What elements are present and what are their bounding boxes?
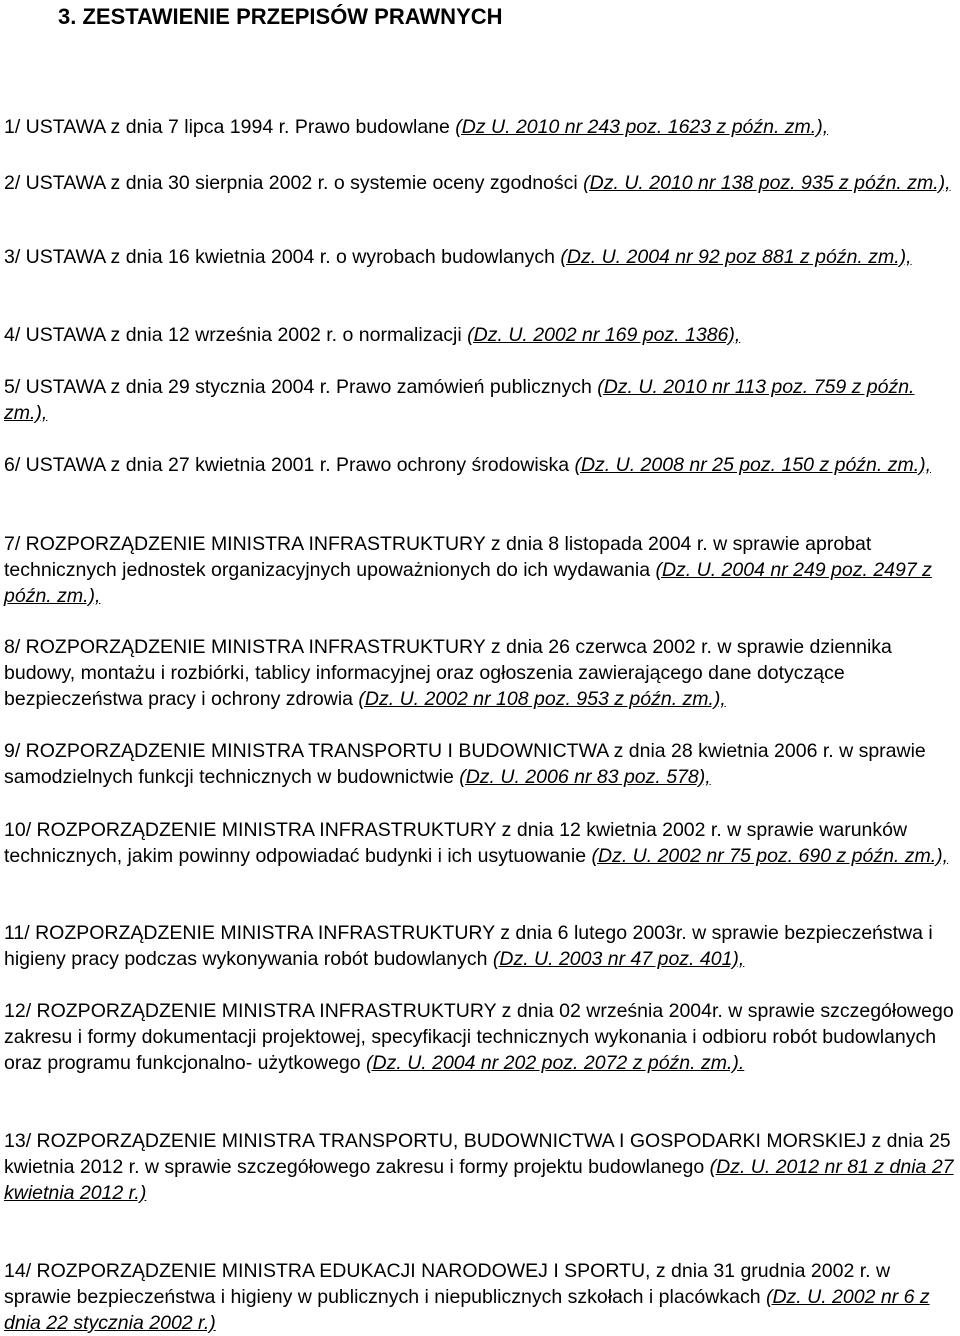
journal-reference: (Dz. U. 2003 nr 47 poz. 401), (492, 948, 745, 970)
journal-reference: (Dz. U. 2004 nr 249 poz. 2497 z późn. zm.), (4, 559, 932, 607)
legal-act-9 (4, 738, 954, 790)
legal-act-text: 6/ USTAWA z dnia 27 kwietnia 2001 r. Prawo ochrony środowiska (4, 454, 575, 476)
legal-act-10 (4, 817, 954, 869)
journal-reference: (Dz. U. 2006 nr 83 poz. 578), (459, 766, 711, 788)
journal-reference: (Dz. U. 2004 nr 202 poz. 2072 z późn. zm.). (366, 1052, 745, 1074)
legal-act-text: 9/ ROZPORZĄDZENIE MINISTRA TRANSPORTU I BUDOWNICTWA z dnia 28 kwietnia 2006 r. w sprawie samodzielnych funkcji technicznych w budownictwie (4, 740, 926, 788)
journal-reference: (Dz. U. 2004 nr 92 poz 881 z późn. zm.), (560, 246, 912, 268)
legal-act-6 (4, 452, 954, 478)
section-heading: 3. ZESTAWIENIE PRZEPISÓW PRAWNYCH (58, 4, 503, 29)
legal-act-text: 3/ USTAWA z dnia 16 kwietnia 2004 r. o wyrobach budowlanych (4, 246, 561, 268)
legal-act-text: 13/ ROZPORZĄDZENIE MINISTRA TRANSPORTU, BUDOWNICTWA I GOSPODARKI MORSKIEJ z dnia 25 kwietnia 2012 r. w sprawie szczegółowego zakresu i formy projektu budowlanego (4, 1130, 951, 1178)
legal-act-8 (4, 634, 954, 712)
legal-act-text: 4/ USTAWA z dnia 12 września 2002 r. o normalizacji (4, 324, 468, 346)
legal-act-text: 12/ ROZPORZĄDZENIE MINISTRA INFRASTRUKTURY z dnia 02 września 2004r. w sprawie szczegółowego zakresu i formy dokumentacji projektowej, specyfikacji technicznych wykonania i odbioru robót budowlanych oraz programu funkcjonalno- użytkowego (4, 1000, 954, 1074)
journal-reference: (Dz. U. 2010 nr 138 poz. 935 z późn. zm.), (583, 172, 951, 194)
legal-act-11 (4, 920, 954, 972)
legal-act-7 (4, 531, 954, 609)
legal-act-1 (4, 114, 954, 140)
legal-act-text: 7/ ROZPORZĄDZENIE MINISTRA INFRASTRUKTURY z dnia 8 listopada 2004 r. w sprawie aprobat technicznych jednostek organizacyjnych upoważnionych do ich wydawania (4, 533, 872, 581)
journal-reference: (Dz U. 2010 nr 243 poz. 1623 z późn. zm.), (455, 116, 829, 138)
legal-act-text: 10/ ROZPORZĄDZENIE MINISTRA INFRASTRUKTURY z dnia 12 kwietnia 2002 r. w sprawie warunków technicznych, jakim powinny odpowiadać budynki i ich usytuowanie (4, 819, 908, 867)
journal-reference: (Dz. U. 2002 nr 108 poz. 953 z późn. zm.), (358, 688, 726, 710)
legal-act-text: 1/ USTAWA z dnia 7 lipca 1994 r. Prawo budowlane (4, 116, 456, 138)
legal-act-13 (4, 1128, 954, 1206)
legal-act-text: 2/ USTAWA z dnia 30 sierpnia 2002 r. o systemie oceny zgodności (4, 172, 584, 194)
journal-reference: (Dz. U. 2002 nr 169 poz. 1386), (467, 324, 741, 346)
legal-act-4 (4, 322, 954, 348)
journal-reference: (Dz. U. 2002 nr 75 poz. 690 z późn. zm.), (591, 845, 949, 867)
journal-reference: (Dz. U. 2008 nr 25 poz. 150 z późn. zm.), (574, 454, 932, 476)
legal-act-14 (4, 1258, 954, 1336)
legal-act-3 (4, 244, 954, 270)
journal-reference: (Dz. U. 2002 nr 6 z dnia 22 stycznia 2002 r.) (4, 1286, 930, 1334)
legal-act-5 (4, 374, 954, 426)
journal-reference: (Dz. U. 2012 nr 81 z dnia 27 kwietnia 2012 r.) (4, 1156, 954, 1204)
legal-act-text: 5/ USTAWA z dnia 29 stycznia 2004 r. Prawo zamówień publicznych (4, 376, 598, 398)
journal-reference: (Dz. U. 2010 nr 113 poz. 759 z późn. zm.), (4, 376, 915, 424)
legal-act-text: 14/ ROZPORZĄDZENIE MINISTRA EDUKACJI NARODOWEJ I SPORTU, z dnia 31 grudnia 2002 r. w sprawie bezpieczeństwa i higieny w publicznych i niepublicznych szkołach i placówkach (4, 1260, 891, 1308)
legal-act-2 (4, 170, 954, 196)
legal-act-text: 8/ ROZPORZĄDZENIE MINISTRA INFRASTRUKTURY z dnia 26 czerwca 2002 r. w sprawie dziennika budowy, montażu i rozbiórki, tablicy informacyjnej oraz ogłoszenia zawierającego dane dotyczące bezpieczeństwa pracy i ochrony zdrowia (4, 636, 892, 710)
legal-act-12 (4, 998, 954, 1076)
legal-act-text: 11/ ROZPORZĄDZENIE MINISTRA INFRASTRUKTURY z dnia 6 lutego 2003r. w sprawie bezpieczeństwa i higieny pracy podczas wykonywania robót budowlanych (4, 922, 933, 970)
